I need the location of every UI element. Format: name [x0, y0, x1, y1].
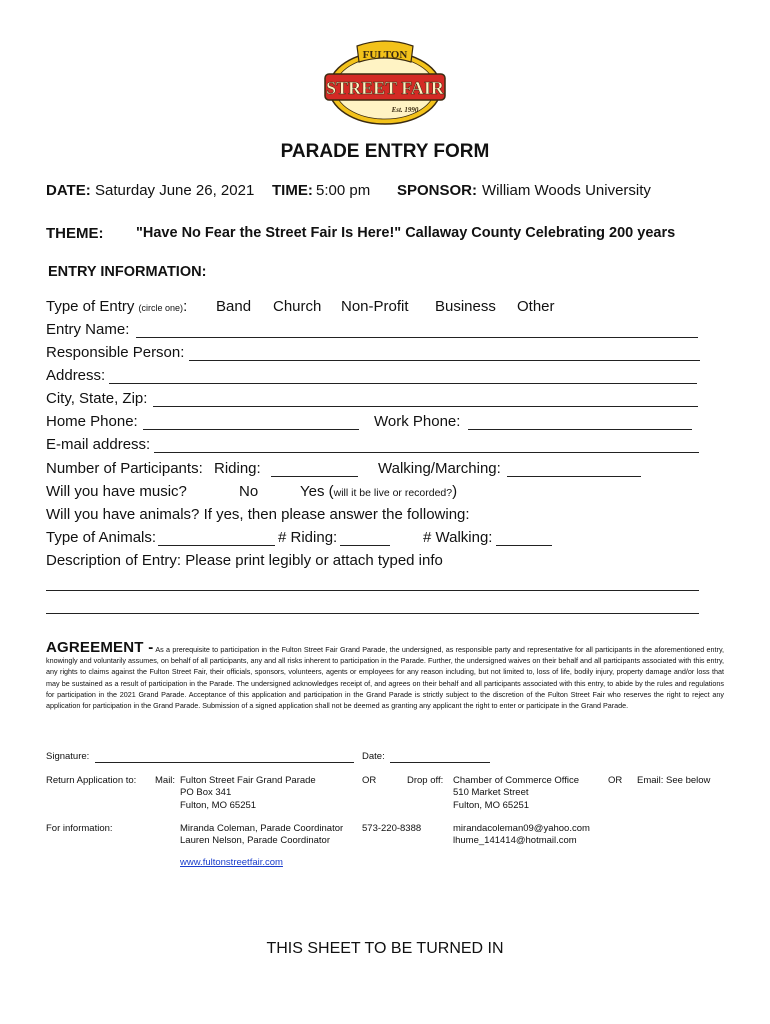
agreement-paragraph — [46, 639, 724, 711]
music-yes-text: Yes ( — [300, 483, 334, 500]
logo-est-text: Est. 1990 — [391, 106, 419, 114]
animals-riding-label: # Riding: — [278, 529, 338, 546]
entry-name-field[interactable] — [136, 337, 698, 338]
logo-top-text: FULTON — [362, 49, 408, 61]
logo-main-text: STREET FAIR — [326, 78, 444, 98]
walking-marching-label: Walking/Marching: — [378, 460, 501, 477]
entry-type-nonprofit[interactable]: Non-Profit — [341, 298, 409, 315]
music-no-option[interactable]: No — [239, 483, 259, 500]
mail-line: Fulton, MO 65251 — [180, 799, 257, 811]
contact-line: Miranda Coleman, Parade Coordinator — [180, 823, 344, 834]
entry-type-row — [46, 298, 187, 315]
return-label: Return Application to: — [46, 775, 137, 786]
dropoff-line: Chamber of Commerce Office — [453, 775, 580, 786]
mail-address — [180, 775, 316, 812]
theme-label: THEME: — [46, 225, 104, 242]
home-phone-field[interactable] — [143, 429, 359, 430]
description-line-2[interactable] — [46, 613, 699, 614]
riding-count-field[interactable] — [271, 476, 358, 477]
participants-label: Number of Participants: — [46, 460, 203, 477]
responsible-person-label: Responsible Person: — [46, 344, 185, 361]
dropoff-label: Drop off: — [407, 775, 444, 786]
email-field[interactable] — [154, 452, 699, 453]
info-emails — [453, 823, 590, 848]
signature-date-label: Date: — [362, 751, 385, 762]
entry-type-band[interactable]: Band — [216, 298, 252, 315]
or-label-1: OR — [362, 775, 377, 786]
entry-type-other[interactable]: Other — [517, 298, 555, 315]
entry-type-business[interactable]: Business — [435, 298, 496, 315]
sponsor-label: SPONSOR: — [397, 182, 478, 199]
type-of-animals-label: Type of Animals: — [46, 529, 157, 546]
footer-note: THIS SHEET TO BE TURNED IN — [266, 940, 504, 957]
mail-label: Mail: — [155, 775, 176, 786]
info-contacts — [180, 823, 343, 848]
email-line[interactable]: lhume_141414@hotmail.com — [453, 835, 577, 847]
description-label: Description of Entry: Please print legibly or attach typed info — [46, 552, 443, 569]
page-title: PARADE ENTRY FORM — [280, 141, 490, 162]
address-field[interactable] — [109, 383, 697, 384]
info-phone: 573-220-8388 — [362, 823, 422, 834]
dropoff-line: 510 Market Street — [453, 787, 529, 799]
music-yes-close: ) — [452, 483, 458, 500]
signature-field[interactable] — [95, 762, 354, 763]
mail-line: Fulton Street Fair Grand Parade — [180, 775, 316, 786]
walking-marching-field[interactable] — [507, 476, 641, 477]
responsible-person-field[interactable] — [189, 360, 700, 361]
info-label: For information: — [46, 823, 113, 834]
email-note: Email: See below — [637, 775, 711, 786]
time-label: TIME: — [272, 182, 313, 199]
agreement-heading: AGREEMENT - — [46, 639, 154, 656]
website-link[interactable]: www.fultonstreetfair.com — [180, 857, 283, 868]
music-yes-hint: will it be live or recorded? — [333, 487, 453, 499]
date-value: Saturday June 26, 2021 — [95, 182, 255, 199]
entry-type-church[interactable]: Church — [273, 298, 322, 315]
date-label: DATE: — [46, 182, 91, 199]
city-state-zip-label: City, State, Zip: — [46, 390, 148, 407]
entry-name-label: Entry Name: — [46, 321, 130, 338]
description-line-1[interactable] — [46, 590, 699, 591]
work-phone-label: Work Phone: — [374, 413, 461, 430]
fulton-street-fair-logo — [323, 38, 447, 128]
animals-riding-field[interactable] — [340, 545, 390, 546]
email-line[interactable]: mirandacoleman09@yahoo.com — [453, 823, 590, 834]
sponsor-value: William Woods University — [482, 182, 651, 199]
signature-label: Signature: — [46, 751, 90, 762]
email-label: E-mail address: — [46, 436, 151, 453]
or-label-2: OR — [608, 775, 623, 786]
dropoff-address — [453, 775, 579, 812]
entry-section-title: ENTRY INFORMATION: — [48, 264, 207, 280]
contact-line: Lauren Nelson, Parade Coordinator — [180, 835, 330, 847]
city-state-zip-field[interactable] — [153, 406, 698, 407]
theme-value: "Have No Fear the Street Fair Is Here!" Callaway County Celebrating 200 years — [136, 225, 676, 241]
entry-type-hint: (circle one) — [138, 303, 184, 313]
music-yes-option[interactable] — [300, 483, 457, 500]
animals-walking-field[interactable] — [496, 545, 552, 546]
entry-type-colon: : — [183, 298, 188, 315]
dropoff-line: Fulton, MO 65251 — [453, 799, 530, 811]
music-question: Will you have music? — [46, 483, 187, 500]
agreement-text: As a prerequisite to participation in the Fulton Street Fair Grand Parade, the undersigned, as responsible party and representative for all participants in the aforementioned entry, knowingly and voluntarily assumes, on behalf of all participants, any and all risks inherent to participation in the Parade. Further, the undersigned waives on their behalf and all participants associated with this entry, any rights to claims against the Fulton Street Fair, their officials, sponsors, volunteers, agents or employees for any reason including, but not limited to, loss of life, bodily injury, property damage and/or loss that may be sustained as a result of participation in the Parade. The undersigned acknowledges receipt of, and agrees on their behalf and all participants associated with this entry, to abide by the rules and regulations for participation in the 2021 Grand Parade. Acceptance of this application and participation in the Grand Parade is strictly subject to the discretion of the Fulton Street Fair who reserves the right to reject any application for participation in the Grand Parade. Submission of a signed application shall not be deemed as granting any applicant the right to enter or participate in the Grand Parade. — [46, 645, 724, 711]
address-label: Address: — [46, 367, 106, 384]
riding-label: Riding: — [214, 460, 261, 477]
animals-question: Will you have animals? If yes, then please answer the following: — [46, 506, 470, 523]
home-phone-label: Home Phone: — [46, 413, 138, 430]
time-value: 5:00 pm — [316, 182, 371, 199]
animals-walking-label: # Walking: — [423, 529, 493, 546]
signature-date-field[interactable] — [390, 762, 490, 763]
work-phone-field[interactable] — [468, 429, 692, 430]
mail-line: PO Box 341 — [180, 787, 232, 799]
entry-type-label: Type of Entry — [46, 298, 135, 315]
type-of-animals-field[interactable] — [158, 545, 275, 546]
